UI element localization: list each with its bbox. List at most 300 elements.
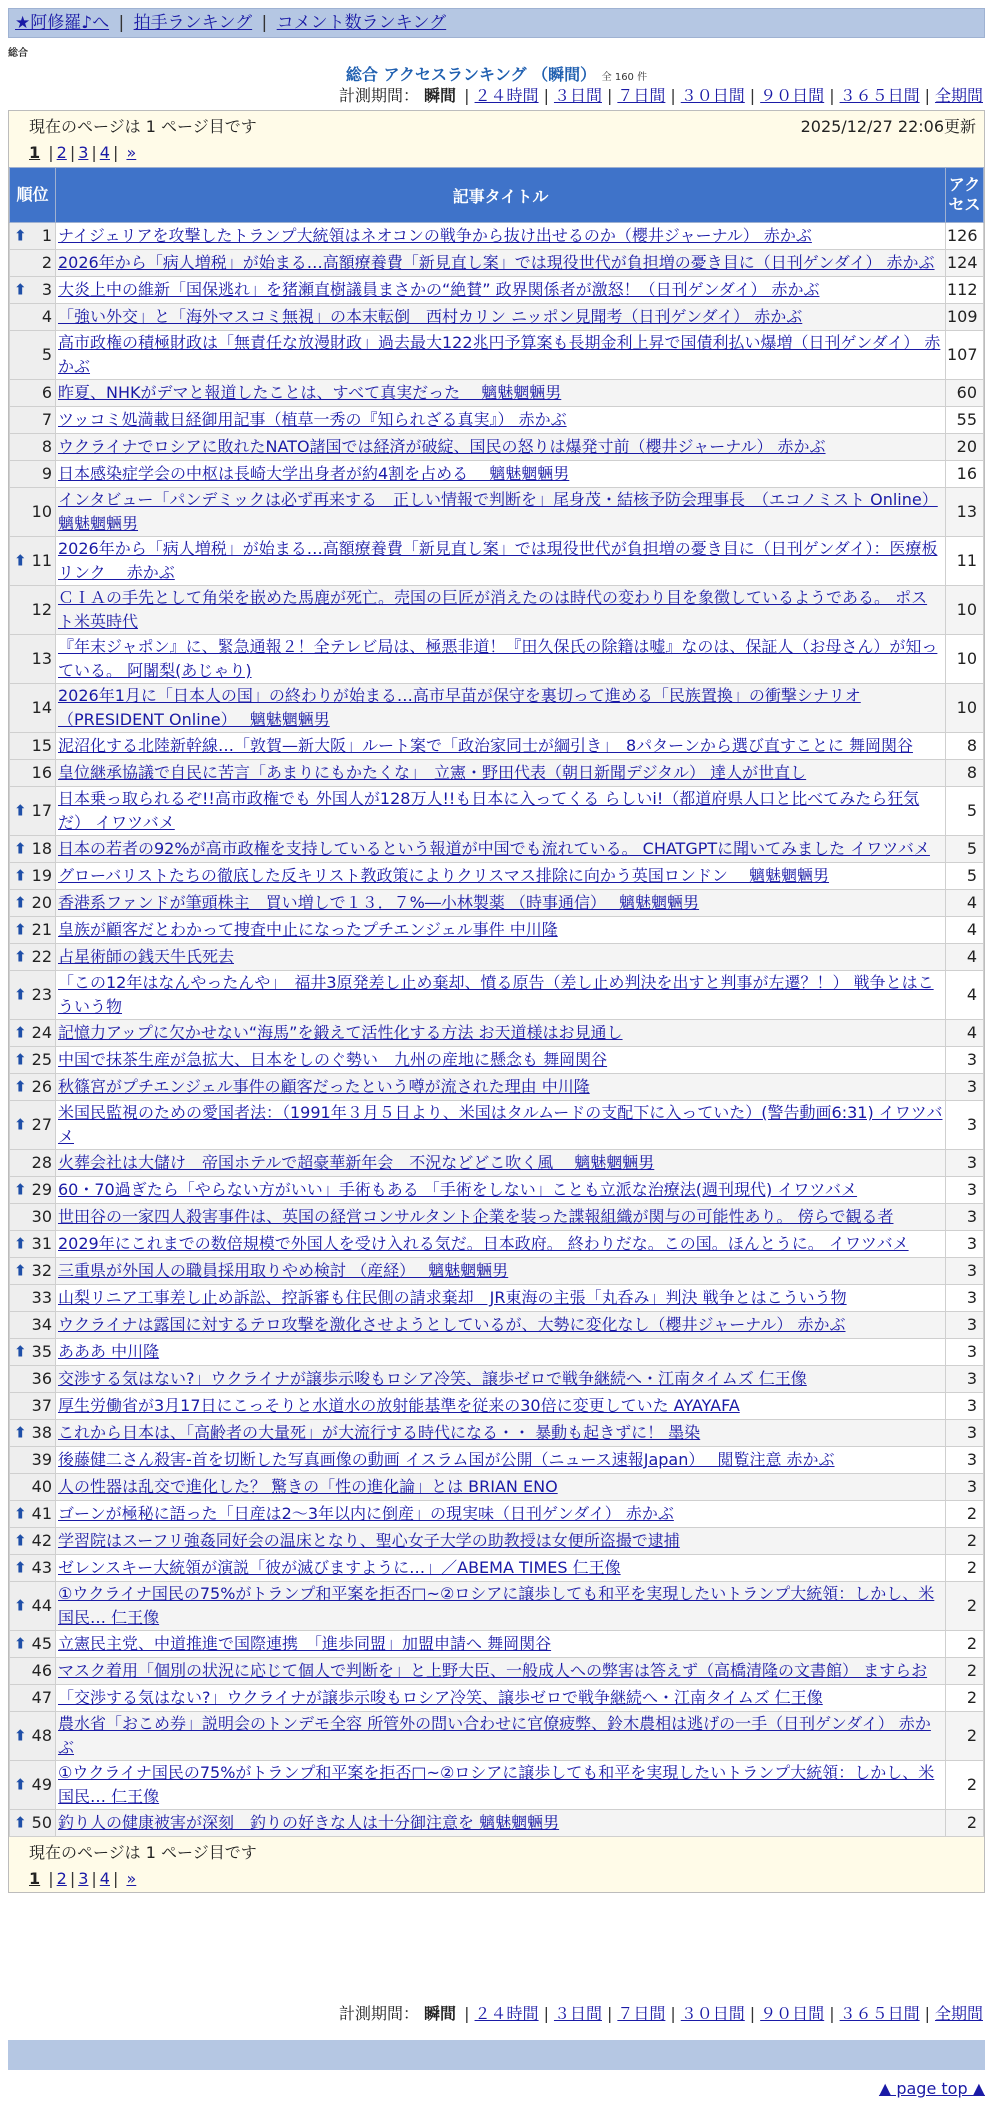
access-count: 2 bbox=[946, 1810, 984, 1837]
rank-number: 47 bbox=[31, 1688, 52, 1707]
title-header: 記事タイトル bbox=[56, 168, 946, 223]
period-separator: | bbox=[464, 86, 470, 105]
article-link[interactable]: 中国で抹茶生産が急拡大、日本をしのぐ勢い 九州の産地に懸念も 舞岡関谷 bbox=[58, 1050, 608, 1069]
table-row bbox=[10, 1285, 984, 1312]
rank-number: 33 bbox=[31, 1288, 52, 1307]
table-row bbox=[10, 1685, 984, 1712]
article-link[interactable]: ＣＩＡの手先として角栄を嵌めた馬鹿が死亡。売国の巨匠が消えたのは時代の変わり目を象徴しているようである。 ポスト米英時代 bbox=[58, 588, 928, 631]
article-link[interactable]: 昨夏、NHKがデマと報道したことは、すべて真実だった 魑魅魍魎男 bbox=[58, 383, 562, 402]
table-row bbox=[10, 1150, 984, 1177]
title-cell bbox=[56, 586, 946, 635]
article-link[interactable]: 2029年にこれまでの数倍規模で外国人を受け入れる気だ。日本政府。 終わりだな。この国。ほんとうに。 イワツバメ bbox=[58, 1234, 909, 1253]
access-count: 20 bbox=[946, 434, 984, 461]
category-label: 総合 bbox=[8, 48, 28, 59]
rank-number: 10 bbox=[31, 502, 52, 521]
table-row bbox=[10, 1231, 984, 1258]
comment-ranking-link[interactable]: コメント数ランキング bbox=[276, 13, 447, 33]
article-link[interactable]: 大炎上中の維新「国保逃れ」を猪瀬直樹議員まさかの“絶賛” 政界関係者が激怒！（日刊ゲンダイ） 赤かぶ bbox=[58, 280, 820, 299]
pager-separator: | bbox=[91, 143, 97, 162]
access-count: 2 bbox=[946, 1685, 984, 1712]
rank-cell bbox=[10, 1761, 56, 1810]
article-link[interactable]: 後藤健二さん殺害-首を切断した写真画像の動画 イスラム国が公開（ニュース速報Japan） 閲覧注意 赤かぶ bbox=[58, 1450, 835, 1469]
up-arrow-icon: ⬆ bbox=[14, 1726, 27, 1745]
rank-cell bbox=[10, 1555, 56, 1582]
period-separator: | bbox=[543, 2004, 549, 2023]
article-link[interactable]: ツッコミ処満載日経御用記事（植草一秀の『知られざる真実』） 赤かぶ bbox=[58, 410, 567, 429]
rank-cell bbox=[10, 1101, 56, 1150]
article-link[interactable]: マスク着用「個別の状況に応じて個人で判断を」と上野大臣、一般成人への弊害は答えず（高橋清隆の文書館） ますらお bbox=[58, 1661, 928, 1680]
table-row bbox=[10, 1420, 984, 1447]
title-cell bbox=[56, 1393, 946, 1420]
article-link[interactable]: 高市政権の積極財政は「無責任な放漫財政」過去最大122兆円予算案も長期金利上昇で国債利払い爆増（日刊ゲンダイ） 赤かぶ bbox=[58, 333, 941, 376]
access-count: 8 bbox=[946, 733, 984, 760]
rank-cell bbox=[10, 331, 56, 380]
article-link[interactable]: 香港系ファンドが筆頭株主 買い増しで１３．７%―小林製薬 （時事通信） 魑魅魍魎男 bbox=[58, 893, 700, 912]
table-row bbox=[10, 461, 984, 488]
access-count: 3 bbox=[946, 1047, 984, 1074]
title-cell bbox=[56, 1020, 946, 1047]
rank-cell bbox=[10, 1150, 56, 1177]
rank-cell bbox=[10, 304, 56, 331]
pager-page-link[interactable]: 3 bbox=[78, 1869, 89, 1888]
up-arrow-icon: ⬆ bbox=[14, 839, 27, 858]
ranking-panel bbox=[8, 110, 985, 1893]
access-count: 3 bbox=[946, 1150, 984, 1177]
table-row bbox=[10, 1393, 984, 1420]
rank-cell bbox=[10, 1339, 56, 1366]
rank-number: 20 bbox=[31, 893, 52, 912]
rank-cell bbox=[10, 537, 56, 586]
title-cell bbox=[56, 917, 946, 944]
rank-cell bbox=[10, 1447, 56, 1474]
title-cell bbox=[56, 1047, 946, 1074]
up-arrow-icon: ⬆ bbox=[14, 1077, 27, 1096]
updated-timestamp: 2025/12/27 22:06更新 bbox=[800, 117, 976, 136]
article-link[interactable]: 火葬会社は大儲け 帝国ホテルで超豪華新年会 不況などどこ吹く風 魑魅魍魎男 bbox=[58, 1153, 655, 1172]
access-count: 107 bbox=[946, 331, 984, 380]
access-count: 3 bbox=[946, 1474, 984, 1501]
article-link[interactable]: 「交渉する気はない?」ウクライナが譲歩示唆もロシア冷笑、譲歩ゼロで戦争継続へ・江南タイムズ 仁王像 bbox=[58, 1688, 823, 1707]
ranking-table bbox=[9, 167, 984, 1837]
rank-cell bbox=[10, 277, 56, 304]
article-link[interactable]: 立憲民主党、中道推進で国際連携 「進歩同盟」加盟申請へ 舞岡関谷 bbox=[58, 1634, 552, 1653]
table-row bbox=[10, 1258, 984, 1285]
entry-count: 全 160 件 bbox=[601, 72, 648, 83]
rank-cell bbox=[10, 1420, 56, 1447]
rank-number: 5 bbox=[41, 345, 52, 364]
rank-cell bbox=[10, 890, 56, 917]
article-link[interactable]: 日本乗っ取られるぞ!!高市政権でも 外国人が128万人!!も日本に入ってくる らしいi!（都道府県人口と比べてみたら狂気だ） イワツバメ bbox=[58, 789, 920, 832]
article-link[interactable]: 皇位継承協議で自民に苦言「あまりにもかたくな」 立憲・野田代表（朝日新聞デジタル） 達人が世直し bbox=[58, 763, 807, 782]
nav-separator: | bbox=[261, 13, 268, 33]
pager-page-link[interactable]: 4 bbox=[99, 1869, 110, 1888]
rank-number: 27 bbox=[31, 1115, 52, 1134]
title-cell bbox=[56, 331, 946, 380]
article-link[interactable]: 日本の若者の92%が高市政権を支持しているという報道が中国でも流れている。 CHATGPTに聞いてみました イワツバメ bbox=[58, 839, 930, 858]
rank-number: 14 bbox=[31, 698, 52, 717]
rank-number: 25 bbox=[31, 1050, 52, 1069]
rank-number: 18 bbox=[31, 839, 52, 858]
article-link[interactable]: あああ 中川隆 bbox=[58, 1342, 160, 1361]
rank-cell bbox=[10, 635, 56, 684]
rank-cell bbox=[10, 1258, 56, 1285]
rank-cell bbox=[10, 1582, 56, 1631]
pager-next[interactable]: » bbox=[126, 143, 137, 162]
article-link[interactable]: 2026年から「病人増税」が始まる…高額療養費「新見直し案」では現役世代が負担増の憂き目に（日刊ゲンダイ）：医療板リンク 赤かぶ bbox=[58, 539, 938, 582]
period-current: 瞬間 bbox=[424, 86, 457, 105]
up-arrow-icon: ⬆ bbox=[14, 1234, 27, 1253]
pager-separator: | bbox=[48, 1869, 54, 1888]
rank-number: 38 bbox=[31, 1423, 52, 1442]
table-row bbox=[10, 434, 984, 461]
period-label: 計測期間： bbox=[338, 2004, 419, 2023]
title-cell bbox=[56, 1631, 946, 1658]
top-navigation bbox=[8, 8, 985, 38]
access-header: アクセス bbox=[946, 168, 984, 223]
article-link[interactable]: 米国民監視のための愛国者法：（1991年３月５日より、米国はタルムードの支配下に入っていた）(警告動画6:31) イワツバメ bbox=[58, 1103, 943, 1146]
up-arrow-icon: ⬆ bbox=[14, 1634, 27, 1653]
rank-number: 36 bbox=[31, 1369, 52, 1388]
article-link[interactable]: ウクライナでロシアに敗れたNATO諸国では経済が破綻、国民の怒りは爆発寸前（櫻井ジャーナル） 赤かぶ bbox=[58, 437, 826, 456]
current-page-text: 現在のページは 1 ページ目です bbox=[29, 1843, 257, 1862]
article-link[interactable]: 2026年から「病人増税」が始まる…高額療養費「新見直し案」では現役世代が負担増の憂き目に（日刊ゲンダイ） 赤かぶ bbox=[58, 253, 935, 272]
title-cell bbox=[56, 944, 946, 971]
table-row bbox=[10, 537, 984, 586]
article-link[interactable]: 山梨リニア工事差し止め訴訟、控訴審も住民側の請求棄却 JR東海の主張「丸呑み」判決 戦争とはこういう物 bbox=[58, 1288, 847, 1307]
period-separator: | bbox=[670, 2004, 676, 2023]
rank-cell bbox=[10, 407, 56, 434]
up-arrow-icon: ⬆ bbox=[14, 801, 27, 820]
access-count: 4 bbox=[946, 1020, 984, 1047]
title-cell bbox=[56, 407, 946, 434]
up-arrow-icon: ⬆ bbox=[14, 226, 27, 245]
article-link[interactable]: 三重県が外国人の職員採用取りやめ検討 （産経） 魑魅魍魎男 bbox=[58, 1261, 509, 1280]
title-cell bbox=[56, 434, 946, 461]
rank-number: 1 bbox=[41, 226, 52, 245]
table-row bbox=[10, 1474, 984, 1501]
rank-number: 15 bbox=[31, 736, 52, 755]
access-count: 4 bbox=[946, 890, 984, 917]
period-separator: | bbox=[749, 2004, 756, 2023]
pager-separator: | bbox=[112, 143, 119, 162]
access-count: 2 bbox=[946, 1761, 984, 1810]
period-link[interactable]: ９０日間 bbox=[760, 2004, 825, 2023]
table-row bbox=[10, 1339, 984, 1366]
table-row bbox=[10, 1555, 984, 1582]
article-link[interactable]: 学習院はスーフリ強姦同好会の温床となり、聖心女子大学の助教授は女便所盗撮で逮捕 bbox=[58, 1531, 680, 1550]
access-count: 112 bbox=[946, 277, 984, 304]
article-link[interactable]: ゼレンスキー大統領が演説「彼が滅びますように…」／ABEMA TIMES 仁王像 bbox=[58, 1558, 621, 1577]
article-link[interactable]: ①ウクライナ国民の75%がトランプ和平案を拒否□~②ロシアに譲歩しても和平を実現したいトランプ大統領：しかし、米国民… 仁王像 bbox=[58, 1584, 935, 1627]
title-cell bbox=[56, 1177, 946, 1204]
access-count: 2 bbox=[946, 1501, 984, 1528]
pager-page-link[interactable]: 4 bbox=[99, 143, 110, 162]
title-cell bbox=[56, 733, 946, 760]
period-separator: | bbox=[829, 86, 835, 105]
rank-cell bbox=[10, 1658, 56, 1685]
access-count: 8 bbox=[946, 760, 984, 787]
up-arrow-icon: ⬆ bbox=[14, 1050, 27, 1069]
up-arrow-icon: ⬆ bbox=[14, 1115, 27, 1134]
up-arrow-icon: ⬆ bbox=[14, 866, 27, 885]
table-row bbox=[10, 944, 984, 971]
period-link[interactable]: ３６５日間 bbox=[839, 2004, 920, 2023]
rank-cell bbox=[10, 760, 56, 787]
access-count: 5 bbox=[946, 863, 984, 890]
footer-bar bbox=[8, 2040, 985, 2070]
table-row bbox=[10, 1658, 984, 1685]
rank-header: 順位 bbox=[10, 168, 56, 223]
home-link[interactable]: ★阿修羅♪へ bbox=[15, 13, 110, 33]
article-link[interactable]: 60・70過ぎたら「やらない方がいい」手術もある 「手術をしない」ことも立派な治療法(週刊現代) イワツバメ bbox=[58, 1180, 858, 1199]
rank-number: 22 bbox=[31, 947, 52, 966]
rank-number: 7 bbox=[41, 410, 52, 429]
rank-number: 4 bbox=[41, 307, 52, 326]
title-cell bbox=[56, 684, 946, 733]
title-cell bbox=[56, 1528, 946, 1555]
rank-number: 50 bbox=[31, 1813, 52, 1832]
period-link[interactable]: ７日間 bbox=[617, 86, 666, 105]
title-cell bbox=[56, 1312, 946, 1339]
pager-separator: | bbox=[69, 143, 76, 162]
article-link[interactable]: 世田谷の一家四人殺害事件は、英国の経営コンサルタント企業を装った諜報組織が関与の可能性あり。 傍らで観る者 bbox=[58, 1207, 894, 1226]
article-link[interactable]: 占星術師の銭天牛氏死去 bbox=[58, 947, 235, 966]
period-link[interactable]: ３６５日間 bbox=[839, 86, 920, 105]
table-row bbox=[10, 277, 984, 304]
rank-number: 13 bbox=[31, 649, 52, 668]
table-row bbox=[10, 1582, 984, 1631]
article-link[interactable]: グローバリストたちの徹底した反キリスト教政策によりクリスマス排除に向かう英国ロンドン 魑魅魍魎男 bbox=[58, 866, 830, 885]
period-separator: | bbox=[543, 86, 549, 105]
rank-number: 9 bbox=[41, 464, 52, 483]
title-cell bbox=[56, 537, 946, 586]
article-link[interactable]: 皇族が顧客だとわかって捜査中止になったプチエンジェル事件 中川隆 bbox=[58, 920, 558, 939]
title-cell bbox=[56, 380, 946, 407]
table-row bbox=[10, 733, 984, 760]
title-cell bbox=[56, 1658, 946, 1685]
table-row bbox=[10, 836, 984, 863]
pager-page-link[interactable]: 2 bbox=[56, 143, 67, 162]
rank-number: 16 bbox=[31, 763, 52, 782]
period-link[interactable]: ３０日間 bbox=[680, 86, 745, 105]
rank-number: 39 bbox=[31, 1450, 52, 1469]
period-selector-bottom bbox=[8, 2004, 985, 2024]
title-cell bbox=[56, 1810, 946, 1837]
table-row bbox=[10, 1712, 984, 1761]
up-arrow-icon: ⬆ bbox=[14, 1342, 27, 1361]
nav-separator: | bbox=[118, 13, 125, 33]
table-row bbox=[10, 407, 984, 434]
access-count: 10 bbox=[946, 684, 984, 733]
article-link[interactable]: 厚生労働省が3月17日にこっそりと水道水の放射能基準を従来の30倍に変更していた AYAYAFA bbox=[58, 1396, 740, 1415]
up-arrow-icon: ⬆ bbox=[14, 1423, 27, 1442]
title-cell bbox=[56, 836, 946, 863]
access-count: 3 bbox=[946, 1231, 984, 1258]
table-row bbox=[10, 863, 984, 890]
up-arrow-icon: ⬆ bbox=[14, 280, 27, 299]
up-arrow-icon: ⬆ bbox=[14, 1261, 27, 1280]
title-cell bbox=[56, 890, 946, 917]
rank-number: 45 bbox=[31, 1634, 52, 1653]
rank-cell bbox=[10, 836, 56, 863]
article-link[interactable]: 農水省「おこめ券」説明会のトンデモ全容 所管外の問い合わせに官僚疲弊、鈴木農相は逃げの一手（日刊ゲンダイ） 赤かぶ bbox=[58, 1714, 931, 1757]
rank-number: 34 bbox=[31, 1315, 52, 1334]
period-link[interactable]: ２４時間 bbox=[474, 2004, 539, 2023]
access-count: 4 bbox=[946, 917, 984, 944]
rank-cell bbox=[10, 1810, 56, 1837]
rank-number: 8 bbox=[41, 437, 52, 456]
title-cell bbox=[56, 461, 946, 488]
up-arrow-icon: ⬆ bbox=[14, 1504, 27, 1523]
applause-ranking-link[interactable]: 拍手ランキング bbox=[133, 13, 253, 33]
access-count: 124 bbox=[946, 250, 984, 277]
table-row bbox=[10, 1204, 984, 1231]
title-cell bbox=[56, 1101, 946, 1150]
rank-cell bbox=[10, 1204, 56, 1231]
title-cell bbox=[56, 1074, 946, 1101]
table-row bbox=[10, 223, 984, 250]
page-status bbox=[9, 111, 984, 167]
table-row bbox=[10, 1810, 984, 1837]
title-cell bbox=[56, 760, 946, 787]
article-link[interactable]: 日本感染症学会の中枢は長崎大学出身者が約4割を占める 魑魅魍魎男 bbox=[58, 464, 570, 483]
title-cell bbox=[56, 1420, 946, 1447]
article-link[interactable]: ゴーンが極秘に語った「日産は2～3年以内に倒産」の現実味（日刊ゲンダイ） 赤かぶ bbox=[58, 1504, 674, 1523]
rank-number: 40 bbox=[31, 1477, 52, 1496]
pager-next[interactable]: » bbox=[126, 1869, 137, 1888]
rank-number: 35 bbox=[31, 1342, 52, 1361]
title-cell bbox=[56, 250, 946, 277]
access-count: 5 bbox=[946, 787, 984, 836]
table-row bbox=[10, 331, 984, 380]
access-count: 55 bbox=[946, 407, 984, 434]
article-link[interactable]: 泥沼化する北陸新幹線…「敦賀—新大阪」ルート案で「政治家同士が綱引き」 8パターンから選び直すことに 舞岡関谷 bbox=[58, 736, 913, 755]
period-link[interactable]: ３日間 bbox=[553, 2004, 602, 2023]
article-link[interactable]: これから日本は、「高齢者の大量死」が大流行する時代になる・・ 暴動も起きずに！ 墨染 bbox=[58, 1423, 701, 1442]
rank-cell bbox=[10, 863, 56, 890]
up-arrow-icon: ⬆ bbox=[14, 1813, 27, 1832]
article-link[interactable]: 2026年1月に「日本人の国」の終わりが始まる…高市早苗が保守を裏切って進める「民族置換」の衝撃シナリオ （PRESIDENT Online） 魑魅魍魎男 bbox=[58, 686, 861, 729]
pager-current: 1 bbox=[29, 143, 41, 162]
access-count: 3 bbox=[946, 1101, 984, 1150]
pager-page-link[interactable]: 2 bbox=[56, 1869, 67, 1888]
article-link[interactable]: 秋篠宮がプチエンジェル事件の顧客だったという噂が流された理由 中川隆 bbox=[58, 1077, 590, 1096]
rank-number: 21 bbox=[31, 920, 52, 939]
pager-current: 1 bbox=[29, 1869, 41, 1888]
table-row bbox=[10, 1366, 984, 1393]
up-arrow-icon: ⬆ bbox=[14, 893, 27, 912]
period-link[interactable]: ３日間 bbox=[553, 86, 602, 105]
table-row bbox=[10, 488, 984, 537]
title-cell bbox=[56, 1712, 946, 1761]
table-row bbox=[10, 304, 984, 331]
article-link[interactable]: インタビュー「パンデミックは必ず再来する 正しい情報で判断を」尾身茂・結核予防会理事長 （エコノミスト Online） 魑魅魍魎男 bbox=[58, 490, 938, 533]
period-separator: | bbox=[464, 2004, 470, 2023]
title-cell bbox=[56, 1150, 946, 1177]
rank-cell bbox=[10, 434, 56, 461]
title-cell bbox=[56, 1761, 946, 1810]
table-row bbox=[10, 1074, 984, 1101]
rank-cell bbox=[10, 1177, 56, 1204]
page-status-bottom bbox=[9, 1837, 984, 1892]
rank-number: 37 bbox=[31, 1396, 52, 1415]
rank-number: 12 bbox=[31, 600, 52, 619]
table-row bbox=[10, 760, 984, 787]
rank-cell bbox=[10, 1474, 56, 1501]
up-arrow-icon: ⬆ bbox=[14, 1180, 27, 1199]
title-cell bbox=[56, 223, 946, 250]
rank-number: 49 bbox=[31, 1775, 52, 1794]
access-count: 2 bbox=[946, 1528, 984, 1555]
period-link[interactable]: 全期間 bbox=[934, 2004, 983, 2023]
period-link[interactable]: ９０日間 bbox=[760, 86, 825, 105]
title-cell bbox=[56, 304, 946, 331]
rank-cell bbox=[10, 1020, 56, 1047]
access-count: 3 bbox=[946, 1258, 984, 1285]
period-separator: | bbox=[924, 86, 930, 105]
article-link[interactable]: 交渉する気はない?」ウクライナが譲歩示唆もロシア冷笑、譲歩ゼロで戦争継続へ・江南タイムズ 仁王像 bbox=[58, 1369, 807, 1388]
access-count: 2 bbox=[946, 1582, 984, 1631]
title-cell bbox=[56, 1474, 946, 1501]
access-count: 10 bbox=[946, 635, 984, 684]
rank-number: 32 bbox=[31, 1261, 52, 1280]
period-link[interactable]: ３０日間 bbox=[680, 2004, 745, 2023]
rank-number: 44 bbox=[31, 1596, 52, 1615]
rank-number: 42 bbox=[31, 1531, 52, 1550]
pager-separator: | bbox=[69, 1869, 76, 1888]
access-count: 4 bbox=[946, 971, 984, 1020]
rank-cell bbox=[10, 971, 56, 1020]
table-row bbox=[10, 380, 984, 407]
title-cell bbox=[56, 1285, 946, 1312]
rank-cell bbox=[10, 1285, 56, 1312]
article-link[interactable]: 「この12年はなんやったんや」 福井3原発差し止め棄却、憤る原告（差し止め判決を出すと判事が左遷？！） 戦争とはこういう物 bbox=[58, 973, 934, 1016]
table-row bbox=[10, 635, 984, 684]
title-cell bbox=[56, 1447, 946, 1474]
rank-cell bbox=[10, 488, 56, 537]
rank-number: 2 bbox=[41, 253, 52, 272]
article-link[interactable]: ウクライナは露国に対するテロ攻撃を激化させようとしているが、大勢に変化なし（櫻井ジャーナル） 赤かぶ bbox=[58, 1315, 846, 1334]
table-row bbox=[10, 1447, 984, 1474]
period-link[interactable]: ２４時間 bbox=[474, 86, 539, 105]
article-link[interactable]: ①ウクライナ国民の75%がトランプ和平案を拒否□~②ロシアに譲歩しても和平を実現したいトランプ大統領：しかし、米国民… 仁王像 bbox=[58, 1763, 935, 1806]
period-link[interactable]: ７日間 bbox=[617, 2004, 666, 2023]
up-arrow-icon: ⬆ bbox=[14, 1023, 27, 1042]
table-row bbox=[10, 917, 984, 944]
access-count: 16 bbox=[946, 461, 984, 488]
article-link[interactable]: 釣り人の健康被害が深刻 釣りの好きな人は十分御注意を 魑魅魍魎男 bbox=[58, 1813, 560, 1832]
page-top-link[interactable]: ▲ page top ▲ bbox=[878, 2079, 985, 2098]
title-cell bbox=[56, 1339, 946, 1366]
rank-cell bbox=[10, 1047, 56, 1074]
title-cell bbox=[56, 635, 946, 684]
table-row bbox=[10, 1177, 984, 1204]
access-count: 3 bbox=[946, 1339, 984, 1366]
period-link[interactable]: 全期間 bbox=[934, 86, 983, 105]
table-row bbox=[10, 1047, 984, 1074]
period-separator: | bbox=[670, 86, 676, 105]
article-link[interactable]: 記憶力アップに欠かせない“海馬”を鍛えて活性化する方法 お天道様はお見通し bbox=[58, 1023, 623, 1042]
pager-page-link[interactable]: 3 bbox=[78, 143, 89, 162]
article-link[interactable]: 『年末ジャポン』に、緊急通報２！全テレビ局は、極悪非道！『田久保氏の除籍は嘘』なのは、保証人（お母さん）が知っている。 阿闍梨(あじゃり) bbox=[58, 637, 938, 680]
article-link[interactable]: 「強い外交」と「海外マスコミ無視」の本末転倒 西村カリン ニッポン見聞考（日刊ゲンダイ） 赤かぶ bbox=[58, 307, 803, 326]
rank-cell bbox=[10, 380, 56, 407]
article-link[interactable]: ナイジェリアを攻撃したトランプ大統領はネオコンの戦争から抜け出せるのか（櫻井ジャーナル） 赤かぶ bbox=[58, 226, 812, 245]
period-selector bbox=[8, 86, 985, 106]
rank-cell bbox=[10, 1501, 56, 1528]
article-link[interactable]: 人の性器は乱交で進化した？ 驚きの「性の進化論」とは BRIAN ENO bbox=[58, 1477, 558, 1496]
rank-cell bbox=[10, 1712, 56, 1761]
